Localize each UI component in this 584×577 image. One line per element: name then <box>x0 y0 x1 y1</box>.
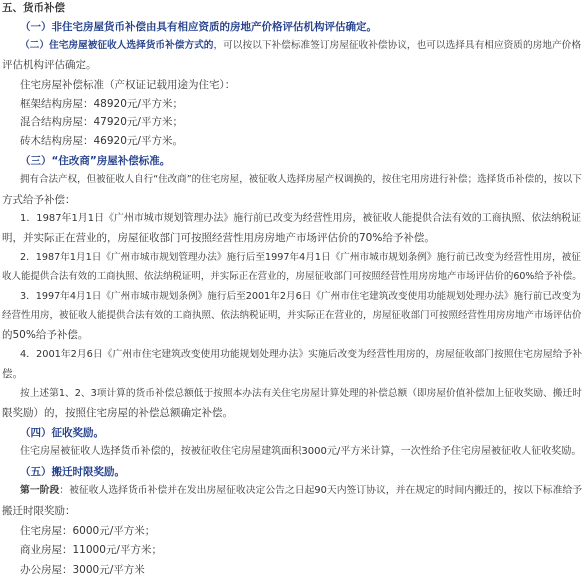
text-line <box>2 193 76 207</box>
text-line <box>2 270 582 284</box>
text-line <box>2 328 88 342</box>
bold-text: （二）住宅房屋被征收人选择货币补偿方式的 <box>20 40 214 51</box>
text-line <box>2 309 582 323</box>
text-line <box>20 78 235 92</box>
bold-text: （三）“住改商”房屋补偿标准。 <box>20 155 171 167</box>
text-line <box>20 115 183 129</box>
text-line <box>20 290 581 304</box>
body-text: 1．1987年1月1日《广州市城市规划管理办法》施行前已改变为经营性用房，被征收人能提供合法有效的工商执照、依法纳税证 <box>20 213 582 224</box>
bold-text: （四）征收奖励。 <box>20 427 104 439</box>
text-line <box>2 58 97 72</box>
body-text: 4．2001年2月6日《广州市住宅建筑改变使用功能规划处理办法》实施后改变为经营性用房的，房屋征收部门按照住宅房屋给予补 <box>20 349 582 360</box>
text-line <box>20 154 170 168</box>
body-text: 明，并实际正在营业的，房屋征收部门可按照经营性用房房地产市场评估价的70%给予补偿。 <box>2 232 435 244</box>
body-text: 的50%给予补偿。 <box>2 329 89 341</box>
body-text: 商业房屋：11000元/平方米； <box>20 544 162 556</box>
text-line <box>20 465 125 479</box>
body-text: 混合结构房屋：47920元/平方米； <box>20 116 183 128</box>
text-line <box>20 20 377 34</box>
text-line <box>20 387 582 401</box>
text-line <box>20 563 145 577</box>
body-text: 偿。 <box>2 368 23 380</box>
text-line <box>20 251 581 265</box>
text-line <box>2 367 23 381</box>
body-text: ：被征收人选择货币补偿并在发出房屋征收决定公告之日起90天内签订协议，并在规定的时间内搬迁的，按以下标准给予 <box>59 485 583 496</box>
bold-text: （五）搬迁时限奖励。 <box>20 466 125 478</box>
body-text: 拥有合法产权，但被征收人自行“住改商”的住宅房屋，被征收人选择房屋产权调换的，按住宅用房进行补偿；选择货币补偿的，按以下 <box>20 174 582 185</box>
body-text: 办公房屋：3000元/平方米 <box>20 564 145 576</box>
text-line <box>20 134 183 148</box>
text-line <box>20 39 581 53</box>
text-line <box>20 524 155 538</box>
body-text: 搬迁时限奖励： <box>2 505 76 517</box>
text-line <box>20 484 582 498</box>
text-line <box>2 231 435 245</box>
body-text: 限奖励）的，按照住宅房屋的补偿总额确定补偿。 <box>2 407 233 419</box>
bold-text: （一）非住宅房屋货币补偿由具有相应资质的房地产价格评估机构评估确定。 <box>20 21 377 33</box>
text-line <box>20 173 582 187</box>
text-line <box>2 406 233 420</box>
body-text: 住宅房屋补偿标准（产权证记载用途为住宅）： <box>20 79 236 91</box>
text-line <box>20 543 162 557</box>
body-text: 住宅房屋：6000元/平方米； <box>20 525 156 537</box>
section-heading: 五、货币补偿 <box>2 2 65 14</box>
bold-text: 第一阶段 <box>20 485 60 496</box>
text-line <box>20 426 104 440</box>
body-text: 评估机构评估确定。 <box>2 59 97 71</box>
text-line <box>20 97 183 111</box>
text-line <box>20 348 582 362</box>
body-text: 2．1987年1月1日《广州市城市规划管理办法》施行后至1997年4月1日《广州市城市规划条例》施行前已改变为经营性用房，被征 <box>20 252 581 263</box>
body-text: 住宅房屋被征收人选择货币补偿的，按被征收住宅房屋建筑面积3000元/平方米计算，一次性给予住宅房屋被征收人征收奖励。 <box>20 446 582 457</box>
body-text: 经营性用房，被征收人能提供合法有效的工商执照、依法纳税证明，并实际正在营业的，房屋征收部门可按照经营性用房房地产市场评估价 <box>2 310 582 321</box>
text-line <box>20 212 581 226</box>
body-text: 框架结构房屋：48920元/平方米； <box>20 98 183 110</box>
body-text: 收人能提供合法有效的工商执照、依法纳税证明，并实际正在营业的，房屋征收部门可按照经营性用房房地产市场评估价的60%给予补偿。 <box>2 271 582 282</box>
body-text: 按上述第1、2、3项计算的货币补偿总额低于按照本办法有关住宅房屋计算处理的补偿总额（即房屋价值补偿加上征收奖励、搬迁时 <box>20 388 582 399</box>
body-text: 方式给予补偿： <box>2 194 76 206</box>
body-text: 3．1997年4月1日《广州市城市规划条例》施行后至2001年2月6日《广州市住宅建筑改变使用功能规划处理办法》施行前已改变为 <box>20 291 581 302</box>
text-line <box>20 445 581 459</box>
text-line <box>2 504 76 518</box>
body-text: ，可以按以下补偿标准签订房屋征收补偿协议，也可以选择具有相应资质的房地产价格 <box>213 40 581 51</box>
body-text: 砖木结构房屋：46920元/平方米。 <box>20 135 183 147</box>
